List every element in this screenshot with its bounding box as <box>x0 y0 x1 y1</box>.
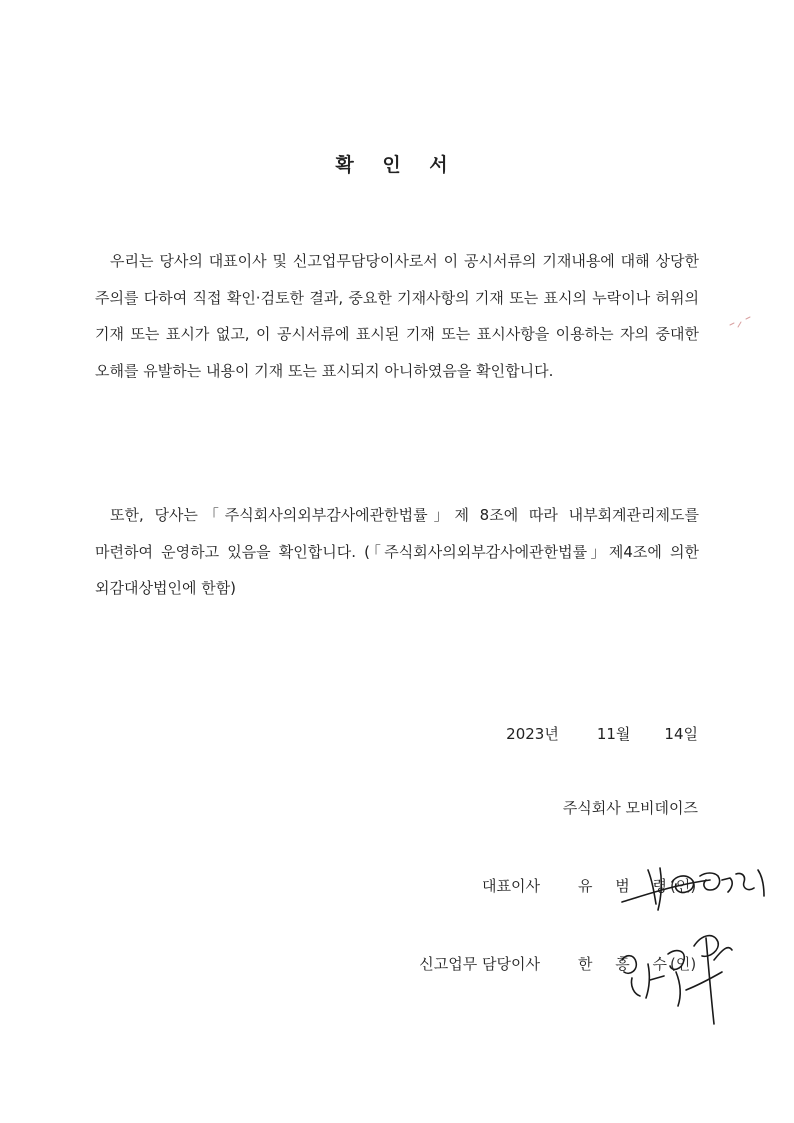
officer-name: 한 흥 수 <box>578 955 677 973</box>
date-year: 2023년 <box>506 725 559 743</box>
officer-signature-row <box>0 953 794 977</box>
company-name: 주식회사 모비데이즈 <box>562 799 698 817</box>
scan-artifact-marks <box>728 315 754 329</box>
officer-role: 신고업무 담당이사 <box>419 955 540 973</box>
ceo-seal-mark: (인) <box>670 877 697 895</box>
date-day: 14일 <box>664 725 698 743</box>
ceo-signature-row <box>0 875 794 899</box>
ceo-role: 대표이사 <box>482 877 540 895</box>
date-month: 11월 <box>596 725 631 743</box>
confirmation-paragraph: 우리는 당사의 대표이사 및 신고업무담당이사로서 이 공시서류의 기재내용에 대해 상당한 주의를 다하여 직접 확인·검토한 결과, 중요한 기재사항의 기재 또는 표시의 누락이나 허위의 기재 또는 표시가 없고, 이 공시서류에 표시된 기재 또는 표시사항을 이용하는 자의 중대한 오해를 유발하는 내용이 기재 또는 표시되지 아니하였음을 확인합니다. <box>95 252 699 380</box>
internal-control-paragraph: 또한, 당사는「주식회사의외부감사에관한법률」제 8조에 따라 내부회계관리제도를 마련하여 운영하고 있음을 확인합니다. (「주식회사의외부감사에관한법률」제4조에 의한 외감대상법인에 한함) <box>95 506 699 597</box>
officer-seal-mark: (인) <box>670 955 697 973</box>
date-line <box>506 723 698 744</box>
ceo-name: 유 범 령 <box>578 877 677 895</box>
document-title: 확 인 서 <box>335 154 459 176</box>
